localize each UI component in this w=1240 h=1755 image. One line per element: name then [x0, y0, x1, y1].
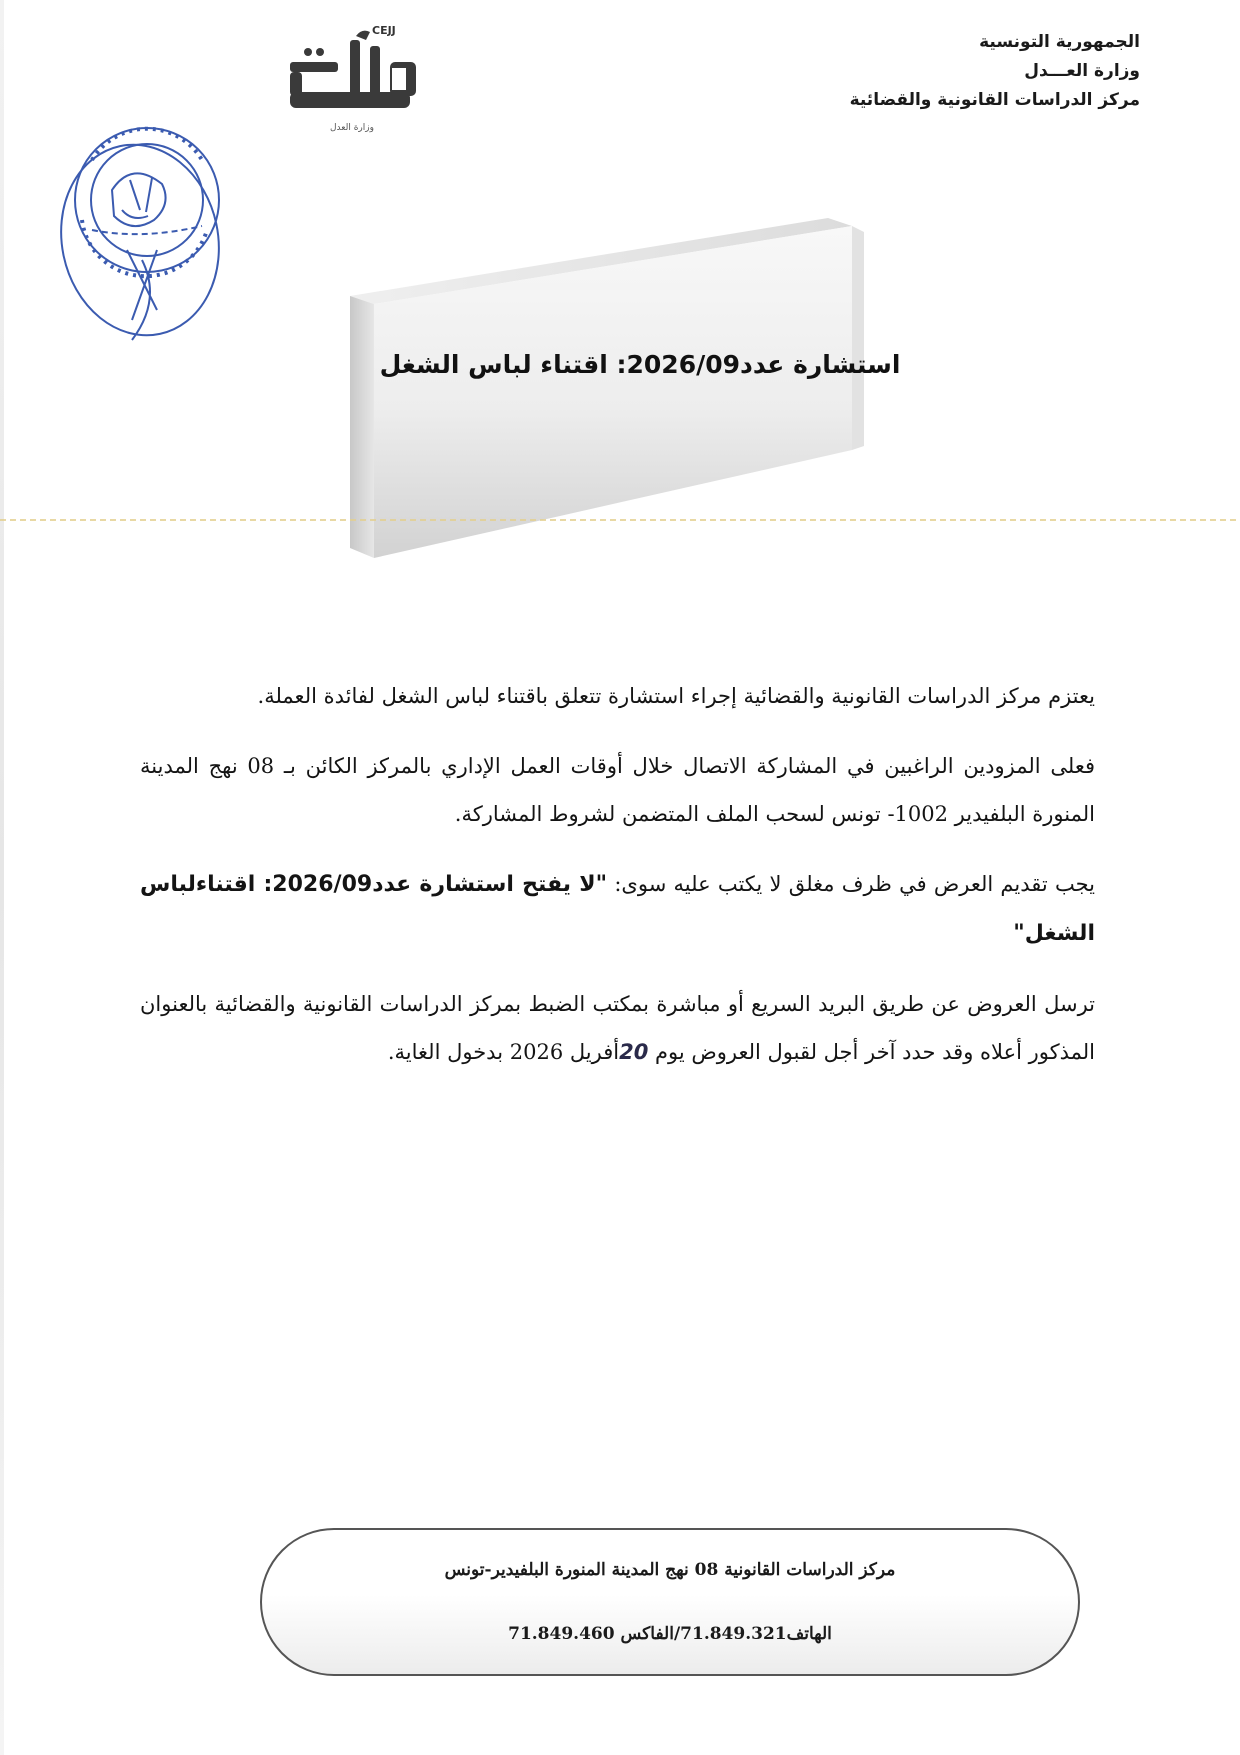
- separator-rule: [0, 519, 1240, 521]
- paragraph-envelope: [140, 860, 1095, 958]
- deadline-text: ترسل العروض عن طريق البريد السريع أو مباشرة بمكتب الضبط بمركز الدراسات القانونية والقضائية بالعنوان المذكور أعلاه وقد حدد آخر أجل لقبول العروض يوم: [140, 992, 1095, 1064]
- logo-caption: وزارة العدل: [330, 123, 374, 133]
- scan-edge: [0, 0, 4, 1755]
- document-title: استشارة عدد2026/09: اقتناء لباس الشغل: [379, 350, 901, 379]
- cejj-logo: [260, 22, 450, 140]
- deadline-day: 20: [619, 1040, 649, 1064]
- footer-phone-fax: الهاتف71.849.321/الفاكس 71.849.460: [508, 1624, 832, 1644]
- letterhead-republic: الجمهورية التونسية: [979, 32, 1140, 52]
- envelope-label: "لا يفتح استشارة عدد2026/09: اقتناءلباس الشغل": [140, 872, 1095, 946]
- footer-address: مركز الدراسات القانونية 08 نهج المدينة المنورة البلفيدير-تونس: [444, 1560, 896, 1580]
- envelope-instruction: يجب تقديم العرض في ظرف مغلق لا يكتب عليه سوى:: [607, 872, 1096, 896]
- paragraph-intent: يعتزم مركز الدراسات القانونية والقضائية إجراء استشارة تتعلق باقتناء لباس الشغل لفائدة العملة.: [257, 684, 1095, 708]
- logo-abbr: CEJJ: [372, 24, 396, 37]
- paragraph-contact: فعلى المزودين الراغبين في المشاركة الاتصال خلال أوقات العمل الإداري بالمركز الكائن بـ 08 نهج المدينة المنورة البلفيدير 1002- تونس لسحب الملف المتضمن لشروط المشاركة.: [140, 754, 1095, 826]
- letterhead: [850, 28, 1140, 115]
- document-body: [140, 672, 1095, 1098]
- footer-oval: [260, 1528, 1080, 1676]
- title-banner: [350, 218, 940, 568]
- letterhead-center: مركز الدراسات القانونية والقضائية: [849, 90, 1140, 110]
- paragraph-deadline: [140, 980, 1095, 1076]
- official-stamp: [52, 120, 242, 350]
- letterhead-ministry: وزارة العـــدل: [1024, 61, 1140, 81]
- deadline-month: أفريل 2026 بدخول الغاية.: [387, 1040, 620, 1064]
